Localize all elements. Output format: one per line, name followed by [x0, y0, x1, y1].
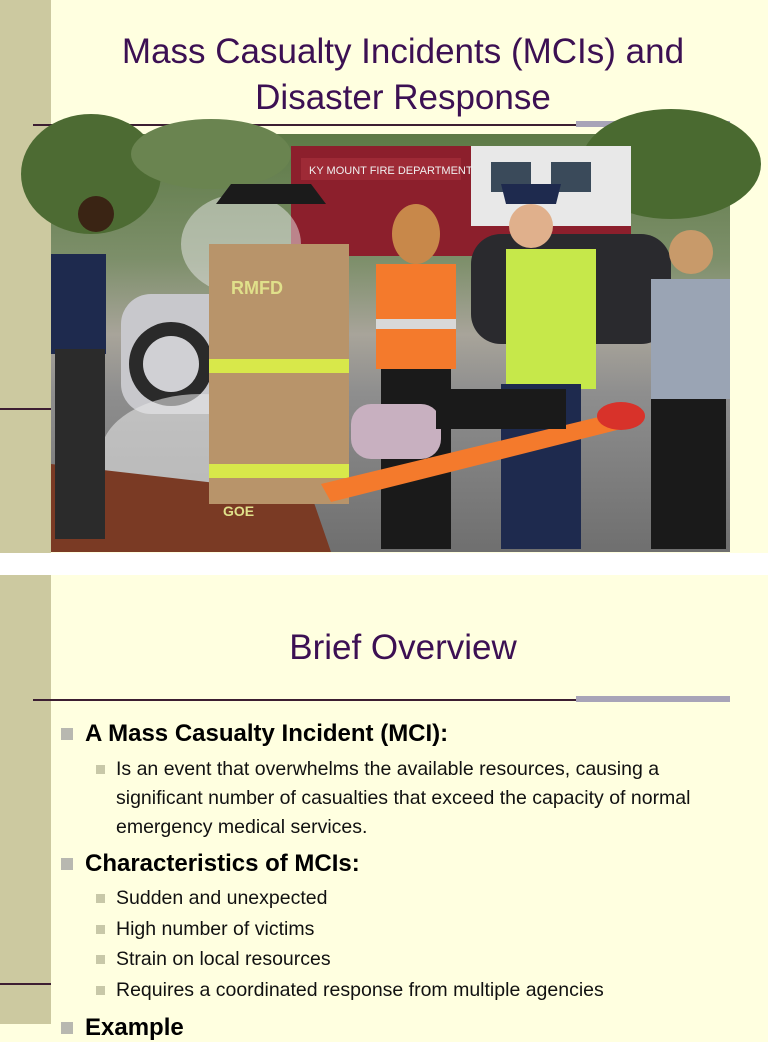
sub-bullet-item: [60, 945, 740, 974]
bullet-text: Example: [85, 1014, 184, 1041]
bullet-item: [60, 1014, 740, 1042]
sub-bullet-marker: [96, 925, 105, 934]
title-accent-bar: [576, 696, 730, 702]
truck-lettering: KY MOUNT FIRE DEPARTMENT: [309, 165, 473, 177]
sub-bullet-marker: [96, 894, 105, 903]
sub-bullet-item: [60, 884, 740, 913]
incident-photo: [51, 134, 730, 552]
sidebar-divider: [0, 408, 51, 410]
sub-bullet-marker: [96, 955, 105, 964]
slide-2: [0, 575, 768, 1041]
sub-bullet-marker: [96, 765, 105, 774]
bullet-text: Characteristics of MCIs:: [85, 850, 360, 877]
bullet-marker: [61, 728, 73, 740]
slide-sidebar: [0, 575, 51, 1024]
sidebar-divider: [0, 983, 51, 985]
slide-title: Brief Overview: [289, 628, 517, 667]
sub-bullet-text: Sudden and unexpected: [116, 887, 328, 909]
bullet-item: [60, 850, 740, 878]
sub-bullet-item: [60, 915, 740, 944]
coat-name: GOE: [223, 503, 255, 519]
slide-title-line-2: Disaster Response: [255, 78, 551, 117]
coat-lettering: RMFD: [231, 278, 283, 298]
bullet-item: [60, 720, 740, 748]
slide-gap: [0, 553, 768, 575]
slide-sidebar: [0, 0, 51, 553]
sub-bullet-text: Requires a coordinated response from multiple agencies: [116, 978, 604, 1001]
sub-bullet-text: Is an event that overwhelms the available resources, causing a significant number of casualties that exceed the capacity of normal emergency medical services.: [116, 758, 691, 838]
bullet-list: [60, 720, 740, 1042]
sub-bullet-text: Strain on local resources: [116, 948, 331, 970]
sub-bullet-item: [60, 755, 740, 842]
sub-bullet-text: High number of victims: [116, 917, 315, 940]
bullet-text: A Mass Casualty Incident (MCI):: [85, 720, 449, 747]
slide-title-line-1: Mass Casualty Incidents (MCIs) and: [121, 32, 685, 71]
bullet-marker: [61, 858, 73, 870]
sub-bullet-marker: [96, 986, 105, 995]
sub-bullet-item: [60, 976, 740, 1005]
bullet-marker: [61, 1022, 73, 1034]
